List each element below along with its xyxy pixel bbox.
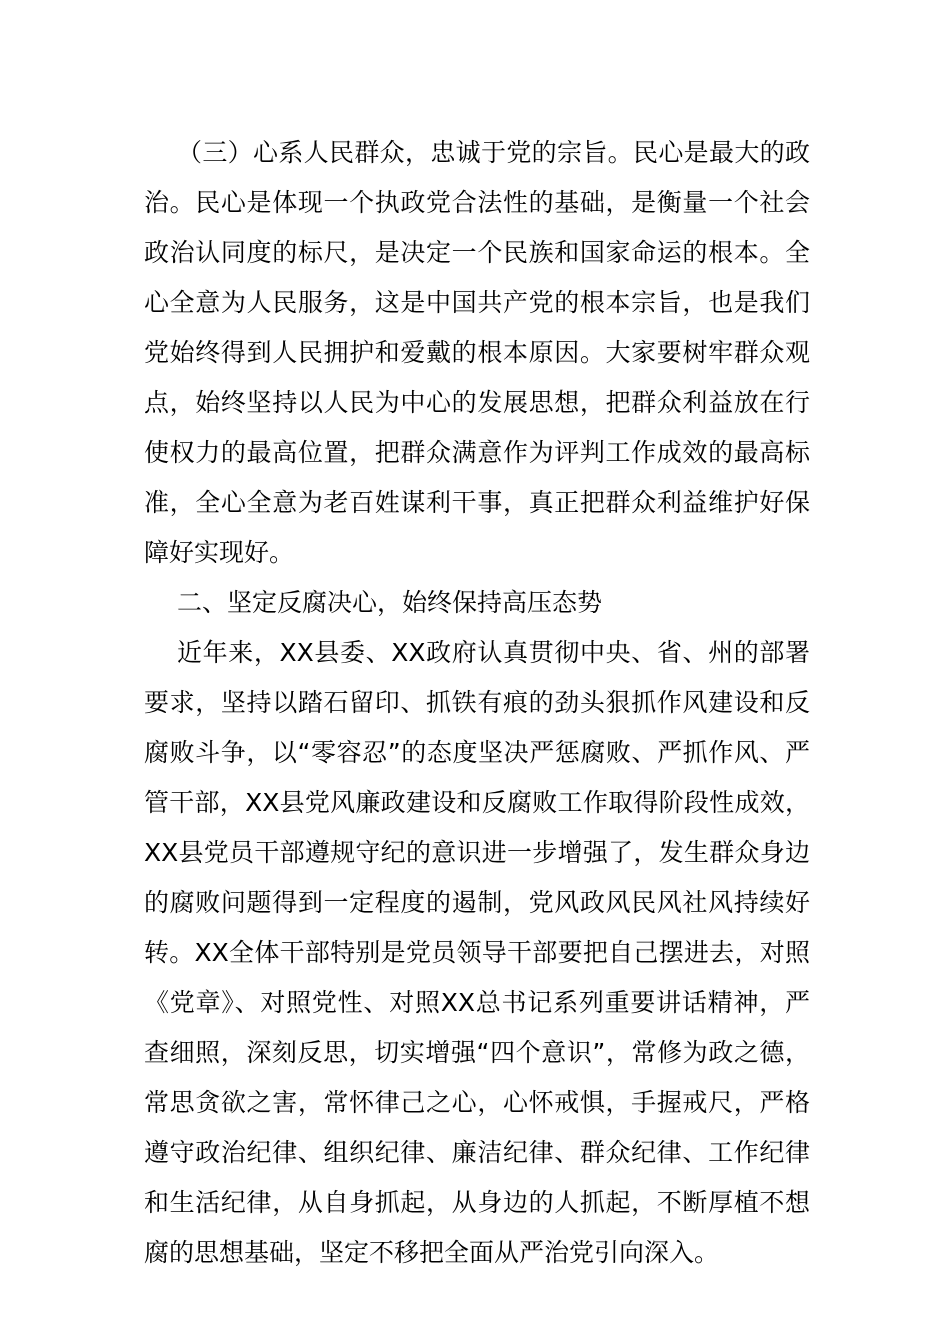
document-body bbox=[144, 128, 810, 1278]
section-heading: 二、坚定反腐决心，始终保持高压态势 bbox=[177, 588, 603, 617]
paragraph-anti-corruption: 近年来，XX县委、XX政府认真贯彻中央、省、州的部署要求，坚持以踏石留印、抓铁有痕的劲头狠抓作风建设和反腐败斗争，以“零容忍”的态度坚决严惩腐败、严抓作风、严管干部，XX县党风廉政建设和反腐败工作取得阶段性成效，XX县党员干部遵规守纪的意识进一步增强了，发生群众身边的腐败问题得到一定程度的遏制，党风政风民风社风持续好转。XX全体干部特别是党员领导干部要把自己摆进去，对照《党章》、对照党性、对照XX总书记系列重要讲话精神，严查细照，深刻反思，切实增强“四个意识”，常修为政之德，常思贪欲之害，常怀律己之心，心怀戒惧，手握戒尺，严格遵守政治纪律、组织纪律、廉洁纪律、群众纪律、工作纪律和生活纪律，从自身抓起，从身边的人抓起，不断厚植不想腐的思想基础，坚定不移把全面从严治党引向深入。 bbox=[144, 638, 810, 1267]
paragraph-mass-line: （三）心系人民群众，忠诚于党的宗旨。民心是最大的政治。民心是体现一个执政党合法性的基础，是衡量一个社会政治认同度的标尺，是决定一个民族和国家命运的根本。全心全意为人民服务，这是中国共产党的根本宗旨，也是我们党始终得到人民拥护和爱戴的根本原因。大家要树牢群众观点，始终坚持以人民为中心的发展思想，把群众利益放在行使权力的最高位置，把群众满意作为评判工作成效的最高标准，全心全意为老百姓谋利干事，真正把群众利益维护好保障好实现好。 bbox=[144, 138, 810, 567]
